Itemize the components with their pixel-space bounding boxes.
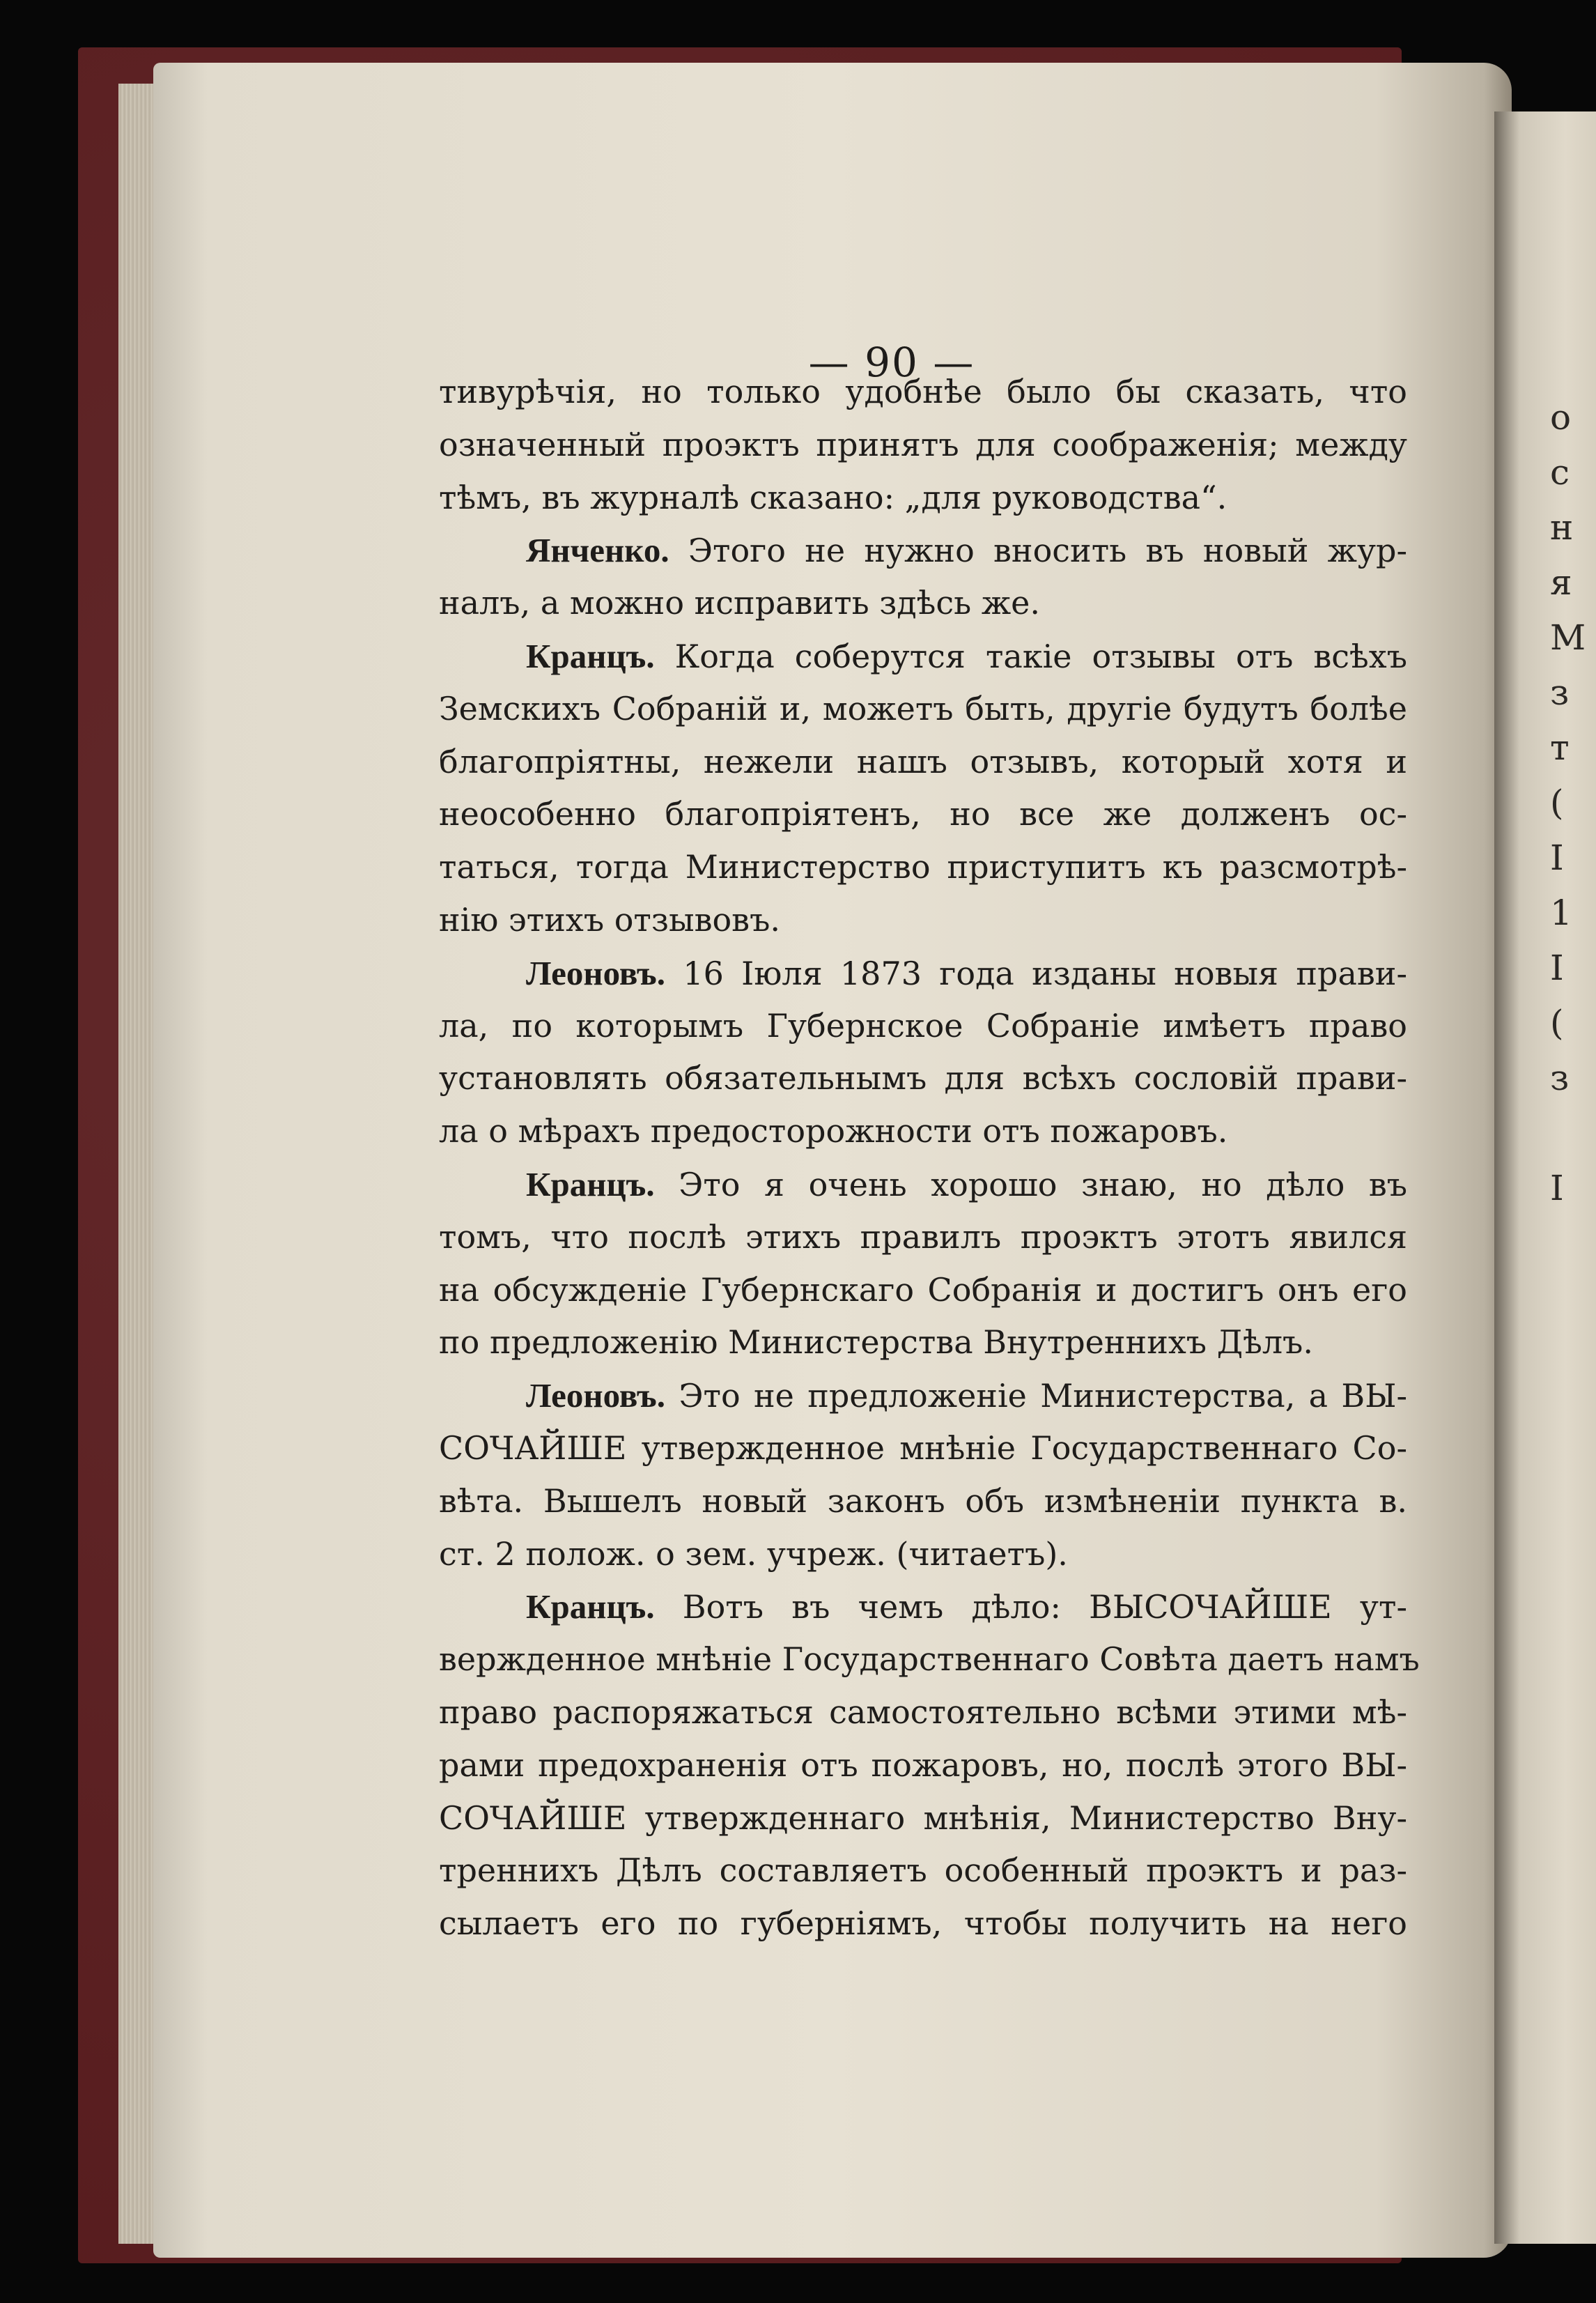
speaker-name: Кранцъ.: [526, 1587, 655, 1626]
line-text: вѣта. Вышелъ новый законъ объ измѣненіи пункта в.: [439, 1481, 1407, 1520]
next-page-letter: з: [1550, 672, 1570, 713]
line-text: право распоряжаться самостоятельно всѣми этими мѣ-: [439, 1693, 1407, 1731]
line-text: ла о мѣрахъ предосторожности отъ пожаровъ.: [439, 1112, 1228, 1150]
speaker-name: Кранцъ.: [526, 636, 655, 675]
line-text: сылаетъ его по губерніямъ, чтобы получить на него: [439, 1904, 1407, 1943]
text-line: [439, 1211, 1407, 1264]
text-line: [439, 788, 1407, 841]
line-text: ла, по которымъ Губернское Собраніе имѣетъ право: [439, 1006, 1407, 1045]
text-line: [439, 524, 1407, 577]
text-line: [439, 1316, 1407, 1369]
body-text: [439, 366, 1420, 1950]
text-line: [439, 1739, 1407, 1792]
text-line: [439, 947, 1407, 1000]
next-page-letter: я: [1550, 562, 1572, 603]
text-line: [439, 1422, 1407, 1475]
line-text: налъ, а можно исправить здѣсь же.: [439, 584, 1040, 622]
line-text: Этого не нужно вносить въ новый жур-: [688, 532, 1407, 570]
text-line: [439, 1897, 1407, 1950]
text-line: [439, 1844, 1407, 1897]
line-text: таться, тогда Министерство приступитъ къ разсмотрѣ-: [439, 848, 1407, 886]
text-line: [439, 841, 1407, 894]
text-line: [439, 630, 1407, 683]
text-line: [439, 1475, 1407, 1528]
line-text: рами предохраненія отъ пожаровъ, но, послѣ этого ВЫ-: [439, 1746, 1407, 1784]
text-line: [439, 1369, 1407, 1422]
line-text: вержденное мнѣніе Государственнаго Совѣта даетъ намъ: [439, 1640, 1420, 1679]
line-text: СОЧАЙШЕ утвержденное мнѣніе Государственнаго Со-: [439, 1428, 1407, 1467]
text-line: [439, 1528, 1407, 1581]
line-text: на обсужденіе Губернскаго Собранія и достигъ онъ его: [439, 1270, 1407, 1309]
text-line: [439, 1105, 1407, 1158]
line-text: Вотъ въ чемъ дѣло: ВЫСОЧАЙШЕ ут-: [682, 1588, 1407, 1626]
line-text: Это я очень хорошо знаю, но дѣло въ: [679, 1165, 1407, 1203]
next-page-letters: [1550, 390, 1586, 1216]
text-line: [439, 1264, 1407, 1317]
text-line: [439, 1052, 1407, 1105]
page-number: — 90 —: [808, 339, 975, 386]
text-line: [439, 1000, 1407, 1053]
next-page-letter: 1: [1550, 893, 1572, 933]
text-line: [439, 1633, 1420, 1686]
next-page-letter: о: [1550, 397, 1572, 438]
next-page-letter: I: [1550, 838, 1564, 878]
next-page-letter: [1550, 1106, 1586, 1161]
next-page-letter: I: [1550, 948, 1564, 988]
line-text: благопріятны, нежели нашъ отзывъ, который хотя и: [439, 742, 1407, 780]
speaker-name: Леоновъ.: [526, 953, 665, 992]
line-text: 16 Іюля 1873 года изданы новыя прави-: [683, 954, 1407, 992]
text-line: [439, 1792, 1407, 1845]
line-text: установлять обязательнымъ для всѣхъ сословій прави-: [439, 1059, 1407, 1097]
speaker-name: Леоновъ.: [526, 1376, 665, 1415]
next-page-letter: М: [1550, 617, 1586, 658]
text-line: [439, 1580, 1407, 1633]
next-page-letter: с: [1550, 452, 1570, 493]
next-page-edge: [1494, 111, 1596, 2244]
text-line: [439, 1686, 1407, 1739]
line-text: Когда соберутся такіе отзывы отъ всѣхъ: [674, 637, 1408, 675]
text-line: [439, 1158, 1407, 1211]
line-text: ст. 2 полож. о зем. учреж. (читаетъ).: [439, 1534, 1068, 1573]
speaker-name: Кранцъ.: [526, 1164, 655, 1203]
line-text: СОЧАЙШЕ утвержденнаго мнѣнія, Министерство Вну-: [439, 1799, 1407, 1837]
text-line: [439, 419, 1407, 472]
line-text: неособенно благопріятенъ, но все же долженъ ос-: [439, 795, 1407, 833]
text-line: [439, 894, 1407, 947]
text-line: [439, 472, 1407, 525]
text-line: [439, 683, 1407, 736]
line-text: тѣмъ, въ журналѣ сказано: „для руководства“.: [439, 478, 1227, 516]
next-page-letter: н: [1550, 507, 1574, 548]
next-page-letter: (: [1550, 1003, 1564, 1043]
next-page-letter: з: [1550, 1058, 1570, 1098]
next-page-letter: т: [1550, 727, 1570, 768]
line-text: томъ, что послѣ этихъ правилъ проэктъ этотъ явился: [439, 1217, 1407, 1256]
next-page-letter: I: [1550, 1168, 1564, 1208]
line-text: Это не предложеніе Министерства, а ВЫ-: [679, 1377, 1407, 1415]
text-line: [439, 366, 1407, 419]
line-text: тивурѣчія, но только удобнѣе было бы сказать, что: [439, 373, 1407, 410]
line-text: Земскихъ Собраній и, можетъ быть, другіе будутъ болѣе: [439, 689, 1407, 727]
line-text: по предложенію Министерства Внутреннихъ Дѣлъ.: [439, 1323, 1313, 1362]
line-text: означенный проэктъ принятъ для соображенія; между: [439, 425, 1407, 463]
next-page-letter: (: [1550, 783, 1564, 823]
speaker-name: Янченко.: [526, 531, 669, 570]
text-line: [439, 577, 1407, 630]
line-text: нію этихъ отзывовъ.: [439, 900, 780, 939]
line-text: треннихъ Дѣлъ составляетъ особенный проэктъ и раз-: [439, 1851, 1407, 1890]
text-line: [439, 736, 1407, 789]
